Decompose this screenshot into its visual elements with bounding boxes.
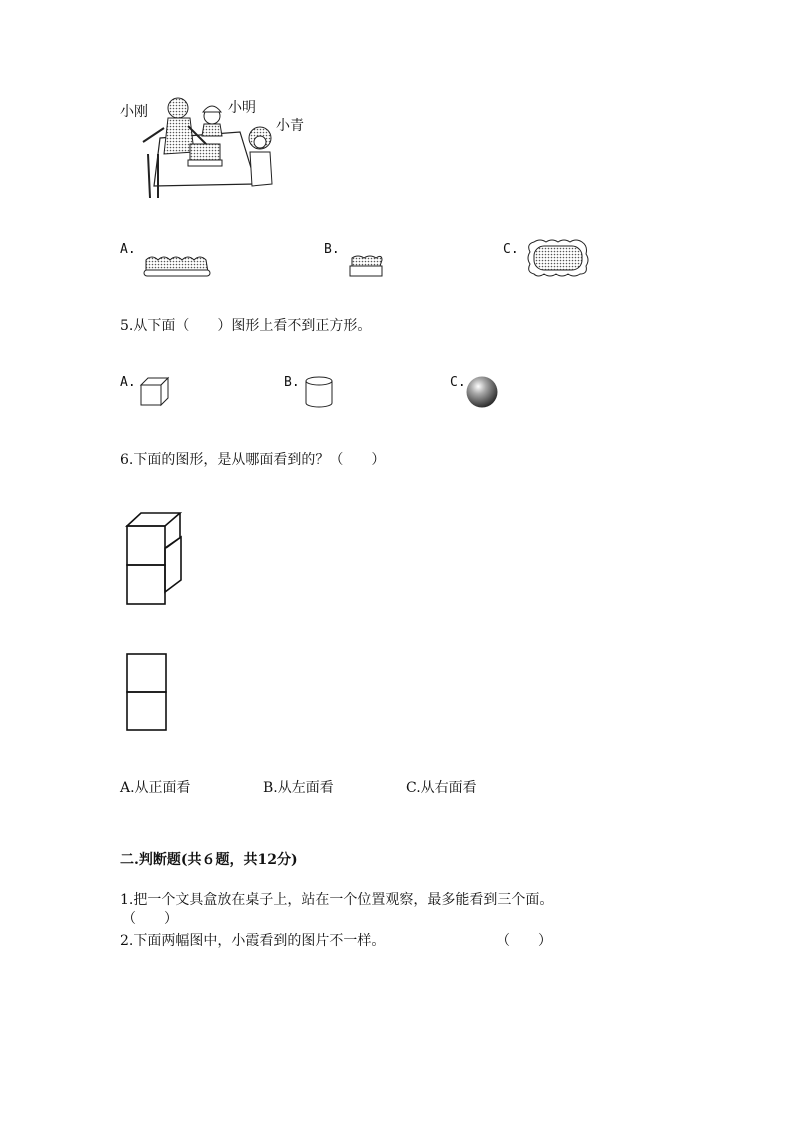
- q5-question: 5.从下面（ ）图形上看不到正方形。: [120, 318, 372, 334]
- q4-option-c-label: C.: [503, 242, 519, 257]
- name-xiaogang: 小刚: [120, 104, 148, 120]
- name-xiaoming: 小明: [228, 100, 256, 116]
- tf-item-2-text: 2.下面两幅图中，小霞看到的图片不一样。: [120, 933, 386, 949]
- name-xiaoqing: 小青: [276, 118, 304, 134]
- section2-title: 二.判断题(共６题，共12分): [120, 852, 298, 868]
- tf-item-1-text: 1.把一个文具盒放在桌子上，站在一个位置观察，最多能看到三个面。: [120, 892, 554, 908]
- q5-option-a-label: A.: [120, 375, 136, 390]
- q4-option-a-shape: [142, 254, 212, 278]
- children-table-drawing: [118, 92, 318, 202]
- tf-item-1-blank: （ ）: [122, 911, 178, 927]
- front-view-figure: [126, 653, 168, 733]
- q4-illustration: [118, 92, 318, 202]
- sphere-icon: [465, 375, 499, 409]
- q6-option-c: C.从右面看: [406, 780, 477, 796]
- q6-option-a: A.从正面看: [120, 780, 191, 796]
- q4-option-b-shape: [346, 254, 386, 278]
- q5-option-b-label: B.: [284, 375, 300, 390]
- cube-icon: [140, 377, 170, 407]
- xiaogang-head: [168, 98, 188, 118]
- stacked-cubes-figure: [126, 512, 198, 606]
- q6-question: 6.下面的图形，是从哪面看到的？（ ）: [120, 452, 386, 468]
- q4-option-a-label: A.: [120, 242, 136, 257]
- q5-option-c-label: C.: [450, 375, 466, 390]
- q6-option-b: B.从左面看: [263, 780, 334, 796]
- tf-item-2-blank: （ ）: [496, 933, 552, 949]
- q4-option-b-label: B.: [324, 242, 340, 257]
- q4-option-c-shape: [526, 238, 590, 278]
- cylinder-icon: [304, 375, 334, 409]
